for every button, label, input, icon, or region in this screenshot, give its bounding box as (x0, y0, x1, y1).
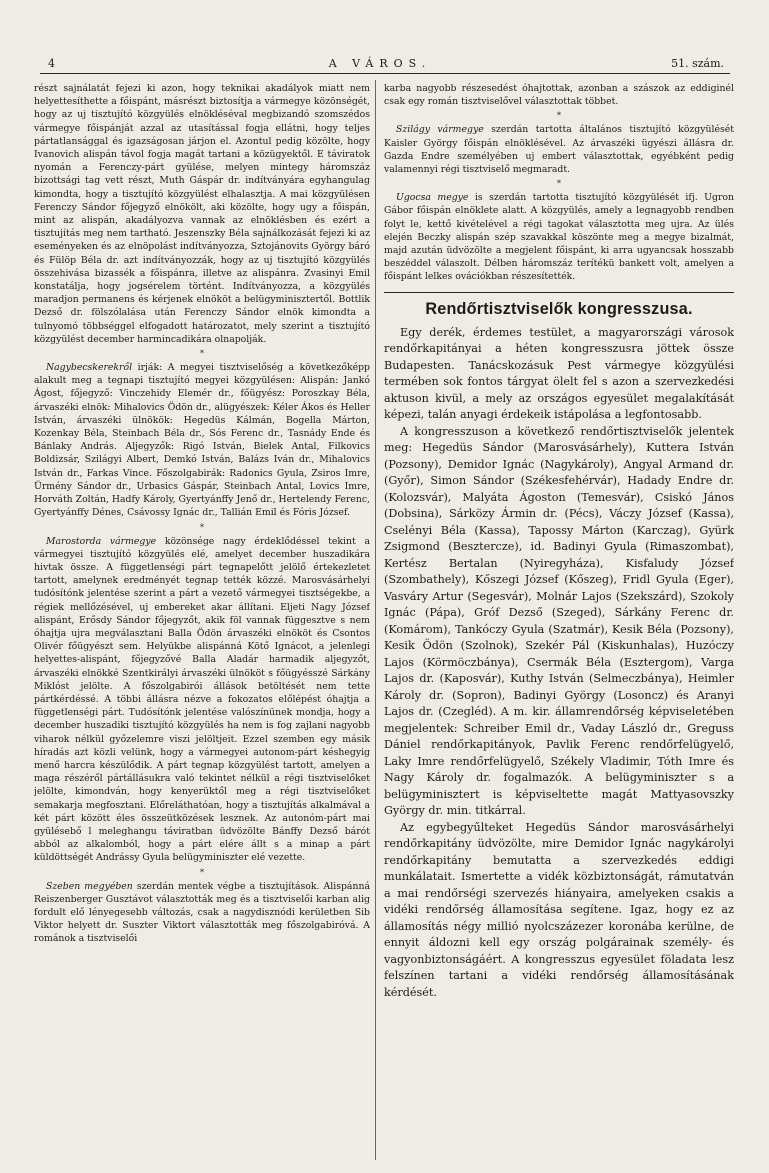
publication-title: A VÁROS. (328, 57, 432, 70)
county-news-block (384, 82, 734, 284)
paragraph-nagybecskerek (34, 361, 370, 519)
paragraph-szeben (34, 880, 370, 946)
header-rule (40, 73, 730, 74)
right-column (384, 82, 734, 1162)
paragraph-szeben-continued: karba nagyobb részesedést óhajtottak, azonban a szászok az eddiginél csak egy román tisztviselővel választottak többet. (384, 83, 734, 108)
paragraph-marostorda (34, 535, 370, 865)
paragraph-ugocsa (384, 191, 734, 283)
column-separator (375, 80, 376, 1160)
paragraph-body: irják: A megyei tisztviselőség a következőképp alakult meg a tegnapi tisztujító megyei közgyülésen: Alispán: Jankó Ágost, főjegyző: Vinczehidy Elemér dr., főügyész: Poroszkay Béla, árvaszéki elnök: Mihalovics Ödön dr., alügyészek: Kéler Ákos és Heller István, árvaszéki ülnökök: Hegedüs Kálmán, Bogella Márton, Kozenkay Béla, Steinbach Béla dr., Sós Ferenc dr., Tasnády Ende és Bánlaky András. Aljegyzők: Rigó István, Bielek Antal, Filkovics Boldizsár, Szilágyi Albert, Demkó István, Balázs Iván dr., Mihalovics István dr., Farkas Vince. Főszolgabirák: Radonics Gyula, Zsiros Imre, Ürmény Sándor dr., Urbasics Gáspár, Steinbach Antal, Lovics Imre, Horváth Zoltán, Hadfy Károly, Gyertyánffy Jenő dr., Hertelendy Ferenc, Gyertyánffy Dénes, Csávossy Ignác dr., Tallián Emil és Fóris József. (34, 362, 370, 519)
paragraph-body: is szerdán tartotta tisztujító közgyülését ifj. Ugron Gábor főispán elnöklete alatt. A közgyülés, amely a legnagyobb rendben folyt le, kettő kivételével a régi tagokat választotta meg ujra. Az ülés elején Beczky alispán szép szavakkal köszönte meg a megye bizalmát, majd azután üdvözölte a megjelent főispánt, ki arra ugyancsak hosszabb beszéddel válaszolt. Délben háromszáz terítékü bankett volt, amelyen a főispánt lelkes ovációkban részesítették. (384, 192, 734, 283)
section-separator-star: * (200, 867, 204, 877)
article-headline: Rendőrtisztviselők kongresszusa. (384, 292, 734, 319)
paragraph-body: szerdán tartotta általános tisztujító közgyülését Kaisler György főispán elnöklésével. Az árvaszéki ügyészi állásra dr. Gazda Endre személyében uj embert választottak, egyébként pedig valamennyi régi tisztviselő megmaradt. (384, 124, 734, 176)
paragraph-body: szerdán mentek végbe a tisztujítások. Alispánná Reiszenberger Gusztávot választották meg és a tisztviselői karban alig fordult elő lényegesebb változás, csak a nagydisznódi kerületben Sib Viktor helyett dr. Suszter Viktort választották meg főszolgabiróvá. A románok a tisztviselői (34, 880, 370, 945)
paragraph-lead: Nagybecskerekről (46, 362, 133, 374)
paragraph-lead: Szilágy vármegye (396, 124, 484, 136)
issue-number: 51. szám. (671, 57, 724, 70)
article-paragraph: Az egybegyűlteket Hegedüs Sándor marosvásárhelyi rendőrkapitány üdvözölte, mire Demidor Ignác nagykárolyi rendőrkapitány bemutatta a szervezkedés eddigi munkálatait. Ismertette a vidék közbiztonságát, rámutatván a mai rendőrségi szervezés hiányaira, amelyeken csakis a vidéki rendőrség államosítása segítene. Igaz, hogy ez az államosítás négy millió nyolcszázezer koronába kerülne, de ennyit áldozni kell egy ország polgárainak személy- és vagyonbiztonságáért. A kongresszus egyesület föladata lesz felszínen tartani a vidéki rendőrség államosításának kérdését. (384, 820, 734, 999)
paragraph-body: közönsége nagy érdeklődéssel tekint a vármegyei tisztujító közgyülés elé, amelyet december huszadikára hivtak össze. A függetlenségi párt tegnapelőtt jelölő értekezletet tartott, amelynek eredményét tegnap tették közzé. Marosvásárhelyi tudósítónk jelentése szerint a párt a vezető vármegyei tisztségekbe, a régiek mellőzésével, uj embereket akar állítani. Eljeti Nagy József alispánt, Erősdy Sándor főjegyzőt, akik föl vannak függesztve s nem óhajtja ujra megválasztani Balla Ödön árvaszéki elnököt és Csontos Olivér főügyészt sem. Helyükbe alispánná Kötő Ignácot, a jelenlegi helyettes-alispánt, főjegyzővé Balla Aladár harmadik aljegyzőt, árvaszéki elnökké Szentkirályi árvaszéki ülnököt s főügyésszé Sárkány Miklóst jelölte. A főszolgabirói állások betöltését nem tette pártkérdéssé. A többi állásra nézve a fokozatos előlépést óhajtja a függetlenségi párt. Tudósítónk jelentése valószínünek mondja, hogy a december huszadiki tisztujító közgyülés ha nem is fog zajlani nagyobb viharok nélkül győzelemre viszi jelöltjeit. Ezzel szemben egy másik híradás azt közli velünk, hogy a vármegyei autonom-párt késhegyig menő harcra készülődik. A párt tegnap közgyülést tartott, amelyen a maga részéről pártállásukra való tekintet nélkül a régi tisztviselőket jelölte, kimondván, hogy kenyerüktől meg a régi tisztviselőket semakarja megfosztani. Előreláthatóan, hogy a tisztujítás alkalmával a két párt között éles összeütközések lesznek. Az autonóm-párt mai gyülésebő l meleghangu táviratban üdvözölte Bánffy Dezső bárót abból az alkalomból, hogy a párt elére állt s a minap a párt küldöttségét Andrássy Gyula belügyminiszter elé vezette. (34, 535, 370, 864)
article-paragraph: Egy derék, érdemes testület, a magyarországi városok rendőrkapitányai a héten kongresszusra jöttek össze Budapesten. Tanácskozásuk Pest vármegye közgyülési termében sok fontos tárgyat ölelt fel s azon a szervezkedési aktuson kivül, a mely az országos egyesület megalakítását képezi, talán anyagi érdekeik istápolása a legfontosabb. (384, 325, 734, 422)
section-separator-star: * (200, 522, 204, 532)
article-paragraph: A kongresszuson a következő rendőrtisztviselők jelentek meg: Hegedüs Sándor (Marosvásárhely), Kuttera István (Pozsony), Demidor Ignác (Nagykároly), Angyal Armand dr. (Győr), Simon Sándor (Székesfehérvár), Hadady Endre dr. (Kolozsvár), Malyáta Ágoston (Temesvár), Csiskó János (Dobsina), Sárközy Ármin dr. (Pécs), Váczy József (Kassa), Cselényi Béla (Kassa), Tapossy Márton (Karczag), Gyürk Zsigmond (Beszterczе), id. Badinyi Gyula (Rimaszombat), Kertész Bertalan (Nyiregyháza), Kisfaludy József (Szombathely), Kőszegi József (Kőszeg), Fridl Gyula (Eger), Vasváry Artur (Segesvár), Molnár Lajos (Szekszárd), Szokoly Ignác (Pápa), Gróf Dezső (Szeged), Sárkány Ferenc dr. (Komárom), Tankóczy Gyula (Szatmár), Kesik Béla (Pozsony), Kesik Ödön (Szolnok), Szekér Pál (Kiskunhalas), Huzóczy Lajos (Körmöczbánya), Csermák Béla (Esztergom), Varga Lajos dr. (Kaposvár), Kuthy István (Selmeczbánya), Heimler Károly dr. (Sopron), Badinyi György (Losoncz) és Aranyi Lajos dr. (Czegléd). A m. kir. államrendőrség képviseletében megjelentek: Schreiber Emil dr., Vaday László dr., Greguss Dániel rendőrkapitányok, Pavlik Ferenc rendőrfelügyelő, Laky Imre rendőrfelügyelő, Székely Vladimir, Tóth Imre és Nagy Károly dr. fogalmazók. A belügyminiszter s a belügyminisztert is képviseltette magát Mattyasovszky György dr. min. titkárral. (384, 424, 734, 818)
section-separator-star: * (557, 111, 561, 121)
left-column (34, 82, 370, 1162)
paragraph-lead: Szeben megyében (46, 880, 133, 892)
paragraph-lead: Marostorda vármegye (46, 535, 157, 547)
running-header (30, 56, 730, 72)
article-police-congress (384, 325, 734, 1002)
paragraph-szilagy (384, 123, 734, 176)
section-separator-star: * (557, 179, 561, 189)
paragraph-lead: Ugocsa megye (396, 192, 469, 204)
section-separator-star: * (200, 349, 204, 359)
paragraph-election-postponed: részt sajnálatát fejezi ki azon, hogy teknikai akadályok miatt nem helyettesíthette a főispánt, másrészt biztosítja a vármegye közönségét, hogy az uj tisztujító közgyülés elnökléséval megbizandó szomszédos vármegye főispánját azzal az utasítással fogja ellátni, hogy teljes pártatlansággal és igazságosan járjon el. Azontul pedig közölte, hogy Ivanovich alispán távol fogja magát tartani a közügyektől. E táviratok nyomán a Ferenczy-párt gyülése, melyen mintegy háromszáz bizottsági tag vett részt, Muth Gáspár dr. indítványára egyhangulag kimondta, hogy a tisztujító közgyülést elhalasztja. A mai közgyülésen Ferenczy Sándor főjegyző elnökölt, aki közölte, hogy ugy a főispán, mint az alispán, akadályozva vannak az elnöklésben és ezért a tisztujítás meg nem tartható. Jeszenszky Béla sajnálkozását fejezi ki az eseményeken és az elnöpolást indítványozza, Sztojánovits György báró és Fülöp Béla dr. azt indítványozzák, hogy az uj tisztujító közgyülés összehivása bizassék a főispánra, illetve az alispánra. Zvasinyi Emil konstatálja, hogy jogsérelem történt. Indítványozza, a közgyülés maradjon permanens és kérjenek elnököt a belügyminisztertől. Bottlik Dezső dr. fölszólalása után Ferenczy Sándor elnök kimondta a tulnyomó többséggel elfogadott határozatot, mely szerint a tisztujító közgyülést december harmincadikára olnapolják. (34, 83, 370, 345)
page-number: 4 (48, 57, 55, 70)
